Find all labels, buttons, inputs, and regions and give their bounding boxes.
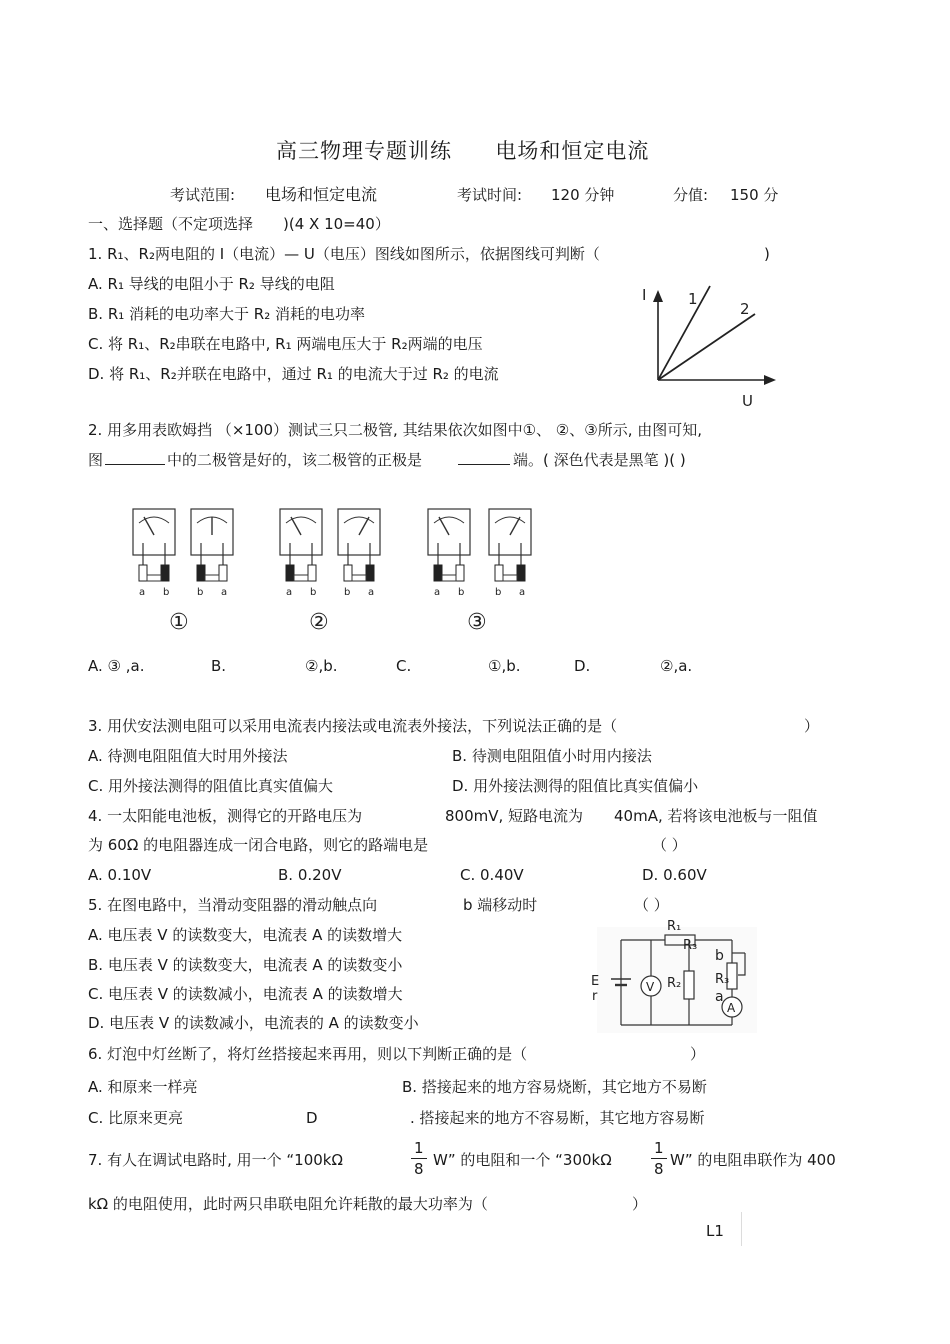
q2-line1: 2. 用多用表欧姆挡 （×100）测试三只二极管, 其结果依次如图中①、 ②、③所示, 由图可知, xyxy=(88,421,703,439)
probe-left xyxy=(344,565,352,581)
q7-frac2-den: 8 xyxy=(654,1160,664,1178)
q6-option-d-letter: D xyxy=(306,1109,318,1127)
q1-option-c: C. 将 R₁、R₂串联在电路中, R₁ 两端电压大于 R₂两端的电压 xyxy=(88,335,483,353)
footer-divider xyxy=(741,1212,742,1246)
q7-part-b: W” 的电阻和一个 “300kΩ xyxy=(433,1151,612,1169)
q2-blank-1[interactable] xyxy=(105,450,165,465)
diode-body xyxy=(205,575,219,581)
q1-option-d: D. 将 R₁、R₂并联在电路中，通过 R₁ 的电流大于过 R₂ 的电流 xyxy=(88,365,499,383)
q3-option-b: B. 待测电阻阻值小时用内接法 xyxy=(452,747,652,765)
q5-paren: （ ） xyxy=(634,896,669,914)
probe-right xyxy=(456,565,464,581)
q7-fraction-1 xyxy=(411,1138,427,1179)
circuit-label-a: a xyxy=(715,989,724,1005)
q7-frac1-den: 8 xyxy=(414,1160,424,1178)
page-title xyxy=(276,141,649,161)
probe-right xyxy=(517,565,525,581)
q5-option-c: C. 电压表 V 的读数减小，电流表 A 的读数增大 xyxy=(88,985,403,1003)
exam-time-value: 120 分钟 xyxy=(551,186,615,204)
q2-option-a: A. ③ ,a. xyxy=(88,657,145,675)
circuit-label-r3: R₃ xyxy=(715,972,730,987)
title-sub: 电场和恒定电流 xyxy=(495,139,650,163)
section-heading-text: 一、选择题（不定项选择 xyxy=(88,215,254,233)
q7-frac2-num: 1 xyxy=(651,1138,667,1159)
circuit-label-e: E xyxy=(591,974,600,989)
circuit-label-b: b xyxy=(715,948,724,964)
terminal-label-right: b xyxy=(458,587,465,598)
q2-line2-a: 图 xyxy=(88,451,104,469)
circuit-label-v: V xyxy=(646,980,655,994)
q3-paren-close: ） xyxy=(804,717,820,735)
q4-line1-a: 4. 一太阳能电池板，测得它的开路电压为 xyxy=(88,807,363,825)
q2-multimeter-figure xyxy=(125,503,545,638)
q5-option-b: B. 电压表 V 的读数变大，电流表 A 的读数变小 xyxy=(88,956,403,974)
q6-option-c: C. 比原来更亮 xyxy=(88,1109,184,1127)
q5-circuit-diagram xyxy=(591,913,759,1035)
q2-blank-2[interactable] xyxy=(458,450,510,465)
q2-line2-c: 端。( 深色代表是黑笔 )( ) xyxy=(513,451,686,469)
exam-range-value: 电场和恒定电流 xyxy=(265,185,378,204)
q1-option-b: B. R₁ 消耗的电功率大于 R₂ 消耗的电功率 xyxy=(88,305,366,323)
probe-right xyxy=(161,565,169,581)
q1-option-a: A. R₁ 导线的电阻小于 R₂ 导线的电阻 xyxy=(88,275,335,293)
multimeter-body xyxy=(133,509,175,555)
diode-body xyxy=(503,575,517,581)
circuit-label-a-meter: A xyxy=(727,1001,736,1015)
q3-option-c: C. 用外接法测得的阻值比真实值偏大 xyxy=(88,777,334,795)
q7-line2: kΩ 的电阻使用，此时两只串联电阻允许耗散的最大功率为（ xyxy=(88,1195,488,1213)
q6-paren-close: ） xyxy=(690,1045,706,1063)
q2-option-b-letter: B. xyxy=(211,657,227,675)
terminal-label-right: b xyxy=(163,587,170,598)
q2-figure-label-2: ② xyxy=(309,610,329,635)
probe-left xyxy=(495,565,503,581)
probe-right xyxy=(366,565,374,581)
multimeter-body xyxy=(280,509,322,555)
q7-fraction-2 xyxy=(651,1138,667,1179)
q4-option-b: B. 0.20V xyxy=(278,866,342,884)
multimeter-body xyxy=(489,509,531,555)
r2-resistor xyxy=(684,971,694,999)
terminal-label-left: b xyxy=(197,587,204,598)
title-main: 高三物理专题训练 xyxy=(276,139,452,163)
q1-paren-close: ) xyxy=(764,245,770,263)
exam-range-label: 考试范围: xyxy=(170,186,236,204)
q1-graph-y-label: I xyxy=(642,286,647,304)
q5-option-a: A. 电压表 V 的读数变大，电流表 A 的读数增大 xyxy=(88,926,403,944)
circuit-label-r1: R₁ xyxy=(667,919,682,934)
q7-part-c: W” 的电阻串联作为 400 xyxy=(670,1151,836,1169)
q6-option-b: B. 搭接起来的地方容易烧断，其它地方不易断 xyxy=(402,1078,707,1096)
q4-option-a: A. 0.10V xyxy=(88,866,152,884)
q7-part-a: 7. 有人在调试电路时, 用一个 “100kΩ xyxy=(88,1151,343,1169)
footer-mark: L1 xyxy=(706,1222,724,1240)
probe-left xyxy=(139,565,147,581)
terminal-label-left: a xyxy=(139,587,146,598)
exam-score-value: 150 分 xyxy=(730,186,779,204)
q2-figure-label-1: ① xyxy=(169,610,189,635)
section-heading xyxy=(88,214,390,234)
terminal-label-left: b xyxy=(495,587,502,598)
q4-line2: 为 60Ω 的电阻器连成一闭合电路，则它的路端电是 xyxy=(88,836,429,854)
q5-stem: 5. 在图电路中，当滑动变阻器的滑动触点向 xyxy=(88,896,378,914)
q7-frac1-num: 1 xyxy=(411,1138,427,1159)
q3-option-d: D. 用外接法测得的阻值比真实值偏小 xyxy=(452,777,699,795)
q1-graph-line1-label: 1 xyxy=(688,290,698,308)
exam-time-label: 考试时间: xyxy=(457,186,523,204)
q1-graph-line2-label: 2 xyxy=(740,300,750,318)
diode-body xyxy=(147,575,161,581)
q3-option-a: A. 待测电阻阻值大时用外接法 xyxy=(88,747,288,765)
terminal-label-right: a xyxy=(368,587,375,598)
terminal-label-right: b xyxy=(310,587,317,598)
terminal-label-left: a xyxy=(286,587,293,598)
q2-line2 xyxy=(88,450,686,470)
exam-score-label: 分值: xyxy=(673,186,709,204)
multimeter-body xyxy=(338,509,380,555)
q2-option-d-value: ②,a. xyxy=(660,657,693,675)
terminal-label-left: a xyxy=(434,587,441,598)
probe-right xyxy=(219,565,227,581)
probe-left xyxy=(286,565,294,581)
q4-line1-b: 800mV, 短路电流为 xyxy=(445,807,584,825)
q2-option-b-value: ②,b. xyxy=(305,657,338,675)
q6-stem: 6. 灯泡中灯丝断了，将灯丝搭接起来再用，则以下判断正确的是（ xyxy=(88,1045,528,1063)
q5-option-d: D. 电压表 V 的读数减小，电流表的 A 的读数变小 xyxy=(88,1014,419,1032)
q5-stem-b: b 端移动时 xyxy=(463,896,538,914)
q1-stem: 1. R₁、R₂两电阻的 I（电流）— U（电压）图线如图所示，依据图线可判断（ xyxy=(88,245,600,263)
q1-graph-x-label: U xyxy=(742,392,753,410)
q2-option-d-letter: D. xyxy=(574,657,591,675)
q1-iu-graph xyxy=(630,280,790,410)
diode-body xyxy=(442,575,456,581)
terminal-label-right: a xyxy=(519,587,526,598)
q4-option-d: D. 0.60V xyxy=(642,866,707,884)
diode-body xyxy=(352,575,366,581)
terminal-label-right: a xyxy=(221,587,228,598)
q6-option-d: . 搭接起来的地方不容易断，其它地方容易断 xyxy=(410,1109,705,1127)
circuit-label-r2: R₂ xyxy=(667,976,682,991)
q4-paren: （ ） xyxy=(652,836,687,854)
q2-option-c-letter: C. xyxy=(396,657,412,675)
circuit-label-r: r xyxy=(592,989,598,1004)
q6-option-a: A. 和原来一样亮 xyxy=(88,1078,198,1096)
q4-line1-c: 40mA, 若将该电池板与一阻值 xyxy=(614,807,818,825)
q2-figure-label-3: ③ xyxy=(467,610,487,635)
q2-option-c-value: ①,b. xyxy=(488,657,521,675)
q4-option-c: C. 0.40V xyxy=(460,866,524,884)
probe-left xyxy=(197,565,205,581)
diode-body xyxy=(294,575,308,581)
multimeter-body xyxy=(428,509,470,555)
q2-line2-b: 中的二极管是好的，该二极管的正极是 xyxy=(167,451,423,469)
q3-stem: 3. 用伏安法测电阻可以采用电流表内接法或电流表外接法，下列说法正确的是（ xyxy=(88,717,618,735)
circuit-label-r3-top: R₃ xyxy=(683,938,698,953)
probe-right xyxy=(308,565,316,581)
section-points: )(4 X 10=40） xyxy=(283,215,390,233)
q7-paren-close: ） xyxy=(632,1195,648,1213)
probe-left xyxy=(434,565,442,581)
terminal-label-left: b xyxy=(344,587,351,598)
